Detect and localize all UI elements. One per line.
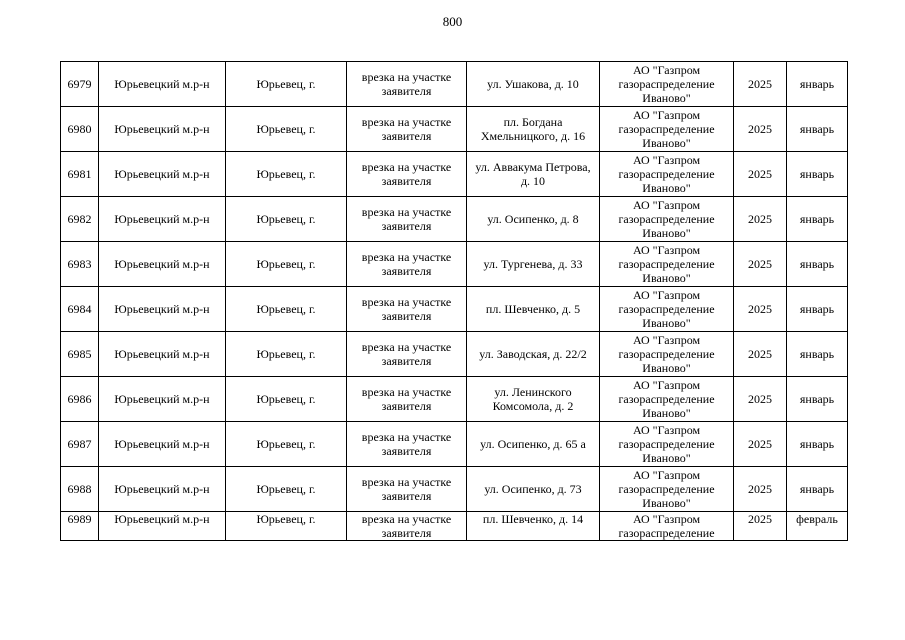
row-number-cell: 6984: [61, 287, 99, 332]
table-row: [61, 107, 848, 152]
work-type-cell: врезка на участке заявителя: [347, 377, 467, 422]
organization-cell: АО "Газпром газораспределение Иваново": [600, 467, 734, 512]
table-row: [61, 152, 848, 197]
table-row: [61, 62, 848, 107]
organization-cell: АО "Газпром газораспределение Иваново": [600, 332, 734, 377]
address-cell: ул. Осипенко, д. 8: [467, 197, 600, 242]
row-number-cell: 6980: [61, 107, 99, 152]
year-cell: 2025: [734, 287, 787, 332]
row-number-cell: 6988: [61, 467, 99, 512]
address-cell: пл. Богдана Хмельницкого, д. 16: [467, 107, 600, 152]
work-type-cell: врезка на участке заявителя: [347, 422, 467, 467]
district-cell: Юрьевецкий м.р-н: [99, 332, 226, 377]
address-cell: ул. Ленинского Комсомола, д. 2: [467, 377, 600, 422]
table-row: [61, 242, 848, 287]
row-number-cell: 6986: [61, 377, 99, 422]
month-cell: январь: [787, 152, 848, 197]
locality-cell: Юрьевец, г.: [226, 62, 347, 107]
district-cell: Юрьевецкий м.р-н: [99, 107, 226, 152]
district-cell: Юрьевецкий м.р-н: [99, 152, 226, 197]
month-cell: январь: [787, 467, 848, 512]
month-cell: февраль: [787, 512, 848, 541]
organization-cell: АО "Газпром газораспределение Иваново": [600, 152, 734, 197]
table-row: [61, 332, 848, 377]
district-cell: Юрьевецкий м.р-н: [99, 287, 226, 332]
row-number-cell: 6989: [61, 512, 99, 541]
organization-cell: АО "Газпром газораспределение Иваново": [600, 422, 734, 467]
organization-cell: АО "Газпром газораспределение Иваново": [600, 197, 734, 242]
table-row: [61, 377, 848, 422]
work-type-cell: врезка на участке заявителя: [347, 332, 467, 377]
work-type-cell: врезка на участке заявителя: [347, 197, 467, 242]
locality-cell: Юрьевец, г.: [226, 107, 347, 152]
month-cell: январь: [787, 287, 848, 332]
month-cell: январь: [787, 422, 848, 467]
year-cell: 2025: [734, 242, 787, 287]
row-number-cell: 6979: [61, 62, 99, 107]
row-number-cell: 6983: [61, 242, 99, 287]
district-cell: Юрьевецкий м.р-н: [99, 467, 226, 512]
organization-cell: АО "Газпром газораспределение: [600, 512, 734, 541]
month-cell: январь: [787, 377, 848, 422]
locality-cell: Юрьевец, г.: [226, 512, 347, 541]
work-type-cell: врезка на участке заявителя: [347, 512, 467, 541]
organization-cell: АО "Газпром газораспределение Иваново": [600, 107, 734, 152]
locality-cell: Юрьевец, г.: [226, 332, 347, 377]
organization-cell: АО "Газпром газораспределение Иваново": [600, 242, 734, 287]
address-cell: ул. Заводская, д. 22/2: [467, 332, 600, 377]
organization-cell: АО "Газпром газораспределение Иваново": [600, 287, 734, 332]
table-row: [61, 467, 848, 512]
locality-cell: Юрьевец, г.: [226, 242, 347, 287]
locality-cell: Юрьевец, г.: [226, 287, 347, 332]
work-type-cell: врезка на участке заявителя: [347, 287, 467, 332]
address-cell: ул. Осипенко, д. 65 а: [467, 422, 600, 467]
address-cell: ул. Ушакова, д. 10: [467, 62, 600, 107]
district-cell: Юрьевецкий м.р-н: [99, 512, 226, 541]
row-number-cell: 6987: [61, 422, 99, 467]
organization-cell: АО "Газпром газораспределение Иваново": [600, 62, 734, 107]
year-cell: 2025: [734, 107, 787, 152]
work-type-cell: врезка на участке заявителя: [347, 152, 467, 197]
page-number: 800: [442, 14, 463, 29]
district-cell: Юрьевецкий м.р-н: [99, 62, 226, 107]
registry-table: [60, 61, 848, 541]
work-type-cell: врезка на участке заявителя: [347, 62, 467, 107]
address-cell: ул. Аввакума Петрова, д. 10: [467, 152, 600, 197]
row-number-cell: 6982: [61, 197, 99, 242]
year-cell: 2025: [734, 332, 787, 377]
table-row: [61, 512, 848, 541]
year-cell: 2025: [734, 377, 787, 422]
district-cell: Юрьевецкий м.р-н: [99, 242, 226, 287]
year-cell: 2025: [734, 152, 787, 197]
table-row: [61, 197, 848, 242]
year-cell: 2025: [734, 467, 787, 512]
table-body: [61, 62, 848, 541]
month-cell: январь: [787, 242, 848, 287]
locality-cell: Юрьевец, г.: [226, 152, 347, 197]
locality-cell: Юрьевец, г.: [226, 422, 347, 467]
work-type-cell: врезка на участке заявителя: [347, 467, 467, 512]
district-cell: Юрьевецкий м.р-н: [99, 197, 226, 242]
address-cell: ул. Осипенко, д. 73: [467, 467, 600, 512]
locality-cell: Юрьевец, г.: [226, 467, 347, 512]
district-cell: Юрьевецкий м.р-н: [99, 377, 226, 422]
organization-cell: АО "Газпром газораспределение Иваново": [600, 377, 734, 422]
work-type-cell: врезка на участке заявителя: [347, 242, 467, 287]
year-cell: 2025: [734, 62, 787, 107]
month-cell: январь: [787, 197, 848, 242]
year-cell: 2025: [734, 422, 787, 467]
row-number-cell: 6981: [61, 152, 99, 197]
address-cell: пл. Шевченко, д. 14: [467, 512, 600, 541]
row-number-cell: 6985: [61, 332, 99, 377]
month-cell: январь: [787, 107, 848, 152]
locality-cell: Юрьевец, г.: [226, 197, 347, 242]
address-cell: ул. Тургенева, д. 33: [467, 242, 600, 287]
month-cell: январь: [787, 62, 848, 107]
district-cell: Юрьевецкий м.р-н: [99, 422, 226, 467]
locality-cell: Юрьевец, г.: [226, 377, 347, 422]
address-cell: пл. Шевченко, д. 5: [467, 287, 600, 332]
year-cell: 2025: [734, 512, 787, 541]
table-row: [61, 422, 848, 467]
year-cell: 2025: [734, 197, 787, 242]
work-type-cell: врезка на участке заявителя: [347, 107, 467, 152]
table-row: [61, 287, 848, 332]
month-cell: январь: [787, 332, 848, 377]
